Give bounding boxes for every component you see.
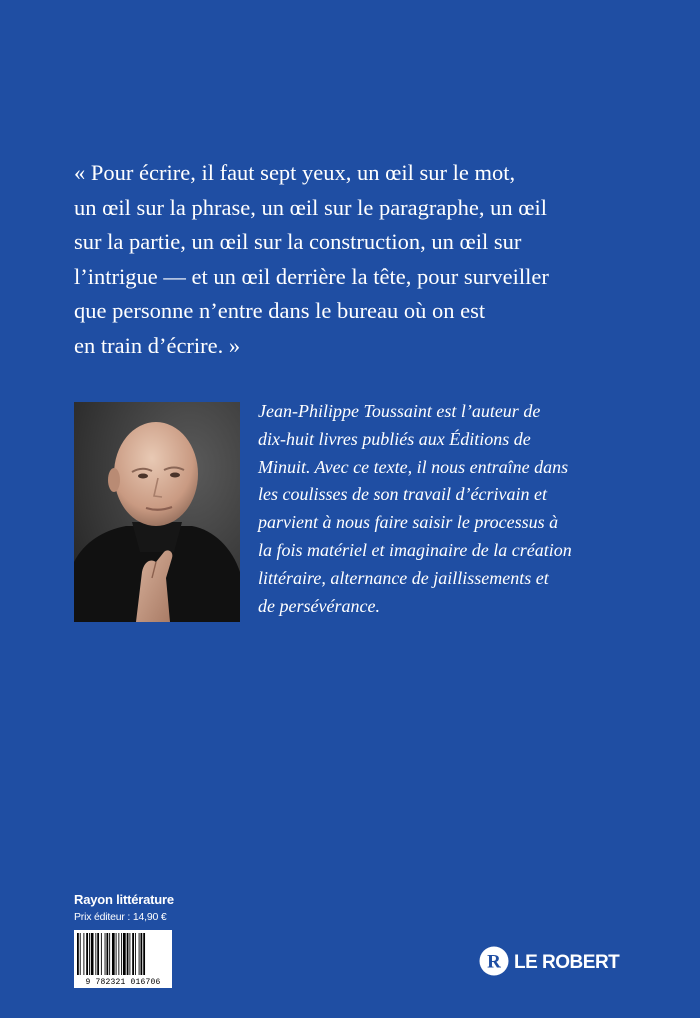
- shelf-category: Rayon littérature: [74, 892, 174, 907]
- publisher-name: LE ROBERT: [514, 952, 620, 973]
- publisher-price: Prix éditeur : 14,90 €: [74, 911, 167, 923]
- bio-line: les coulisses de son travail d’écrivain et: [258, 484, 547, 505]
- quote-line: l’intrigue — et un œil derrière la tête, pour surveiller: [74, 263, 549, 289]
- quote-line: sur la partie, un œil sur la construction, un œil sur: [74, 229, 522, 254]
- publisher-logo: [478, 946, 619, 980]
- quote-line: un œil sur la phrase, un œil sur le paragraphe, un œil: [74, 194, 548, 220]
- author-photo: [74, 402, 240, 622]
- le-robert-circle-r-icon: [478, 945, 510, 982]
- barcode-bars-icon: [74, 930, 172, 978]
- author-bio: [258, 398, 630, 620]
- cover-quote: [74, 156, 634, 363]
- author-portrait-image: [74, 402, 240, 622]
- barcode-digits: 9 782321 016706: [85, 978, 161, 987]
- bio-line: Minuit. Avec ce texte, il nous entraîne dans: [258, 456, 569, 477]
- bio-line: littéraire, alternance de jaillissements et: [258, 567, 549, 588]
- svg-text:R: R: [487, 951, 501, 972]
- bio-line: la fois matériel et imaginaire de la création: [258, 539, 572, 560]
- bio-line: parvient à nous faire saisir le processus à: [258, 512, 559, 533]
- bio-line: de persévérance.: [258, 595, 380, 616]
- quote-line: « Pour écrire, il faut sept yeux, un œil sur le mot,: [74, 160, 516, 185]
- isbn-barcode: [74, 930, 172, 988]
- bio-line: Jean-Philippe Toussaint est l’auteur de: [258, 401, 541, 421]
- bio-line: dix-huit livres publiés aux Éditions de: [258, 428, 531, 449]
- quote-line: que personne n’entre dans le bureau où on est: [74, 298, 486, 323]
- quote-line: en train d’écrire. »: [74, 332, 241, 358]
